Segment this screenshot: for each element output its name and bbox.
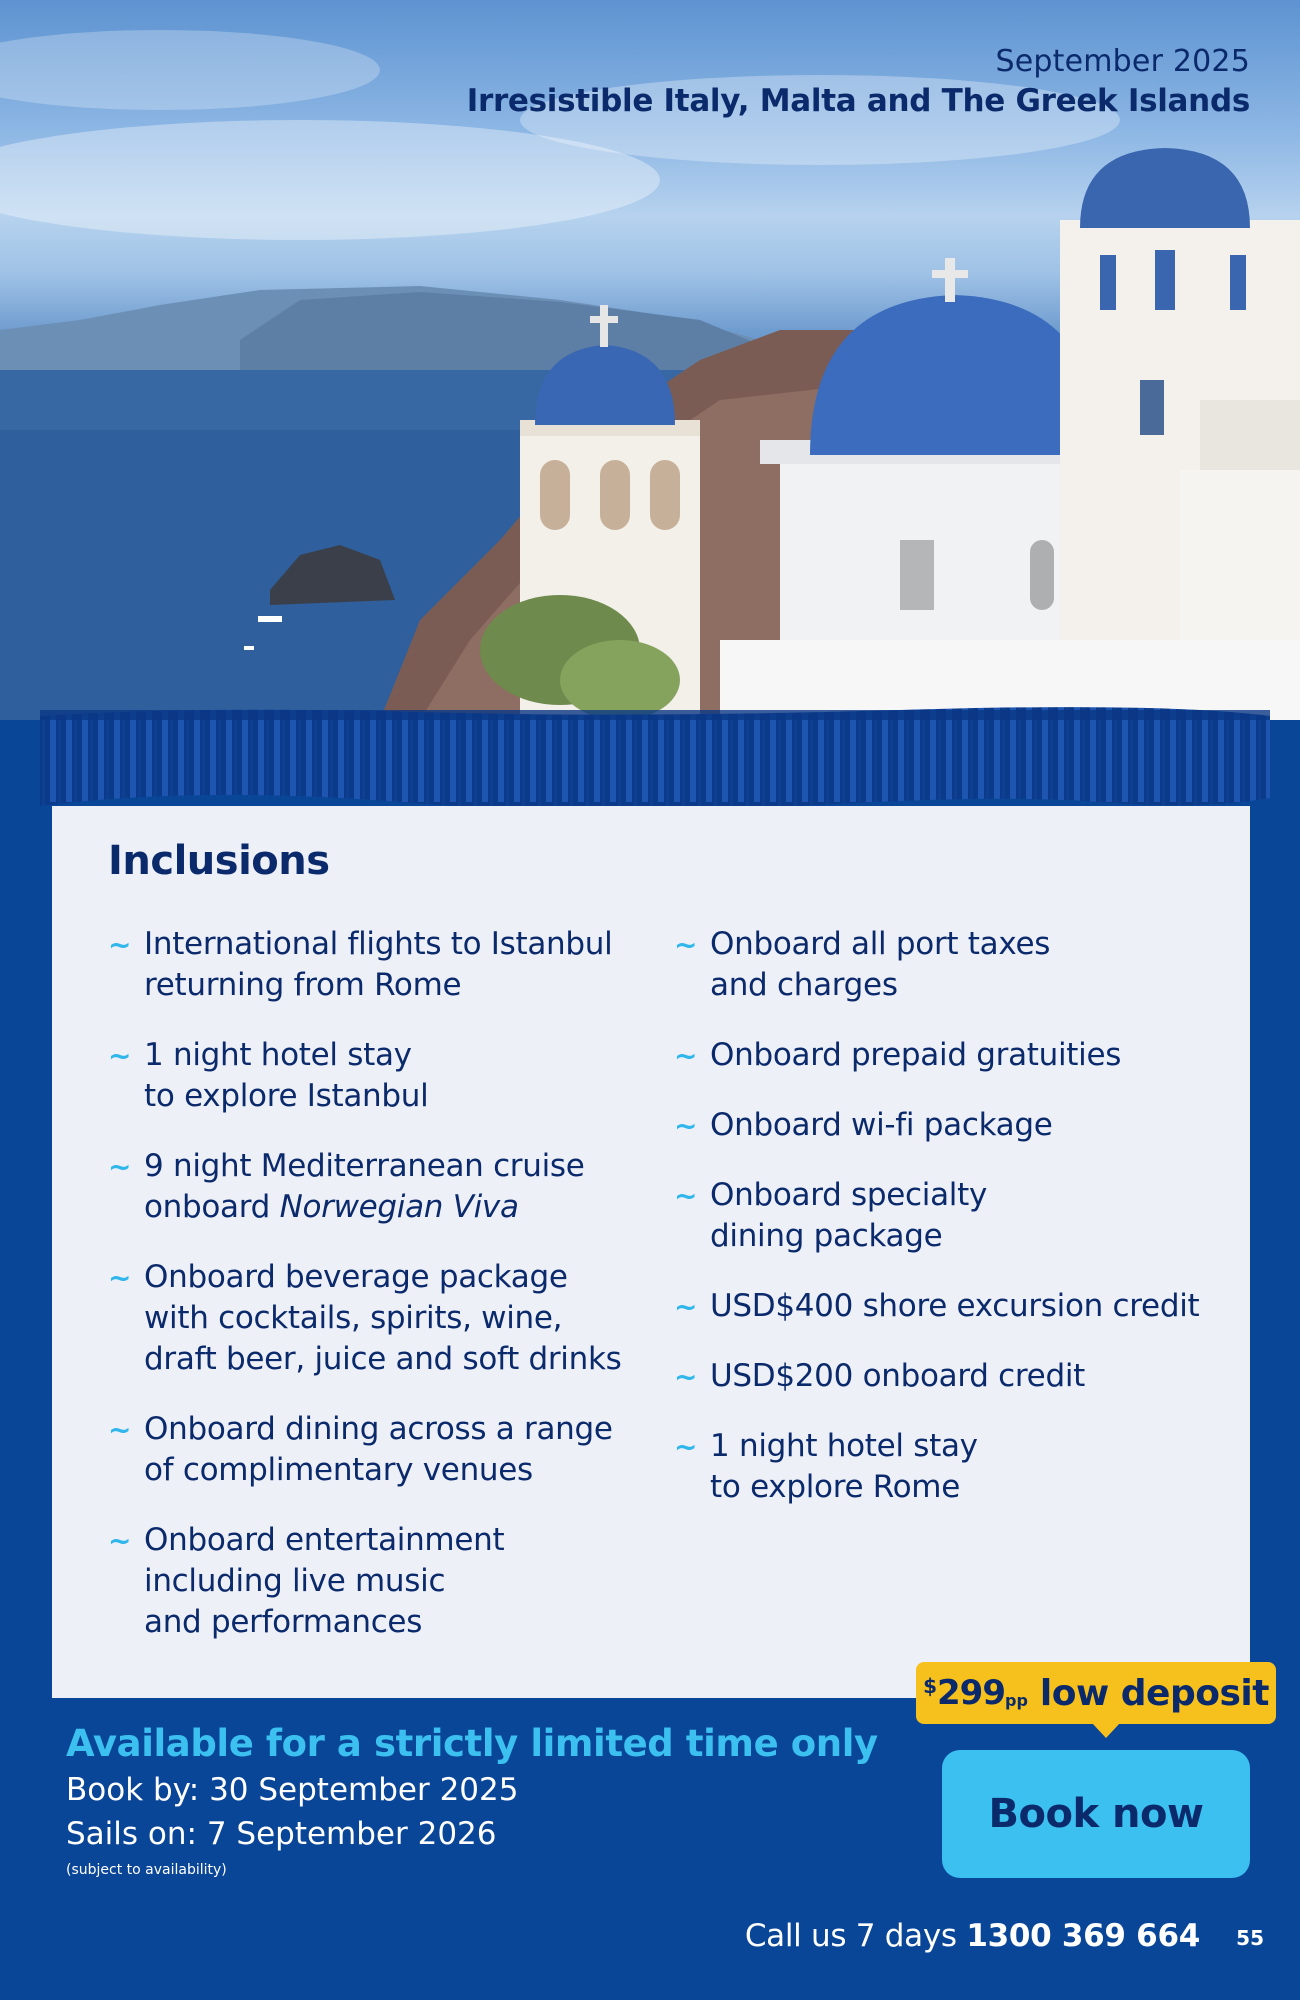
- hero-image: [0, 0, 1300, 720]
- tilde-bullet-icon: ~: [108, 1413, 132, 1446]
- book-by-date: Book by: 30 September 2025: [66, 1772, 519, 1808]
- list-item: ~ International flights to Istanbul returning from Rome: [108, 926, 613, 1003]
- list-item: ~ Onboard specialty dining package: [674, 1177, 987, 1254]
- tilde-bullet-icon: ~: [108, 1039, 132, 1072]
- list-item: ~ Onboard entertainment including live music and performances: [108, 1522, 505, 1640]
- tilde-bullet-icon: ~: [108, 1150, 132, 1183]
- list-item: ~ Onboard wi-fi package: [674, 1105, 1214, 1146]
- list-item: ~ Onboard prepaid gratuities: [674, 1035, 1214, 1076]
- book-now-button[interactable]: Book now: [942, 1750, 1250, 1878]
- deposit-badge: $ 299 pp low deposit: [916, 1662, 1276, 1724]
- list-item: ~ USD$200 onboard credit: [674, 1356, 1214, 1397]
- deposit-amount: 299: [937, 1673, 1005, 1713]
- tilde-bullet-icon: ~: [674, 1360, 698, 1393]
- list-item: ~ Onboard dining across a range of complimentary venues: [108, 1411, 613, 1488]
- deposit-label: low deposit: [1039, 1672, 1269, 1714]
- ship-name: Norwegian Viva: [279, 1189, 519, 1225]
- list-item: ~ USD$400 shore excursion credit: [674, 1286, 1214, 1327]
- tilde-bullet-icon: ~: [674, 928, 698, 961]
- list-item: ~ Onboard beverage package with cocktails, spirits, wine, draft beer, juice and soft drinks: [108, 1259, 622, 1377]
- inclusions-title: Inclusions: [108, 838, 330, 884]
- page-number: 55: [1236, 1926, 1264, 1950]
- trip-title: Irresistible Italy, Malta and The Greek Islands: [466, 83, 1250, 119]
- header: [467, 44, 1250, 119]
- tilde-bullet-icon: ~: [108, 1524, 132, 1557]
- tilde-bullet-icon: ~: [674, 1179, 698, 1212]
- sails-on-date: Sails on: 7 September 2026: [66, 1816, 497, 1852]
- tilde-bullet-icon: ~: [108, 1261, 132, 1294]
- list-item: ~ 9 night Mediterranean cruise onboard Norwegian Viva: [108, 1148, 585, 1225]
- call-us-line: Call us 7 days 1300 369 664: [744, 1918, 1200, 1954]
- fringe-divider: [0, 706, 1300, 810]
- trip-date: September 2025: [995, 44, 1250, 79]
- inclusions-right-column: [674, 924, 1214, 1537]
- tilde-bullet-icon: ~: [674, 1039, 698, 1072]
- list-item: ~ 1 night hotel stay to explore Istanbul: [108, 1037, 429, 1114]
- availability-note: (subject to availability): [66, 1862, 227, 1878]
- tilde-bullet-icon: ~: [108, 928, 132, 961]
- tilde-bullet-icon: ~: [674, 1109, 698, 1142]
- phone-number[interactable]: 1300 369 664: [966, 1918, 1200, 1954]
- list-item: ~ 1 night hotel stay to explore Rome: [674, 1428, 978, 1505]
- tilde-bullet-icon: ~: [674, 1290, 698, 1323]
- inclusions-left-column: [108, 924, 648, 1672]
- offer-headline: Available for a strictly limited time only: [66, 1722, 878, 1765]
- inclusions-panel: [52, 806, 1250, 1698]
- tilde-bullet-icon: ~: [674, 1430, 698, 1463]
- list-item: ~ Onboard all port taxes and charges: [674, 926, 1051, 1003]
